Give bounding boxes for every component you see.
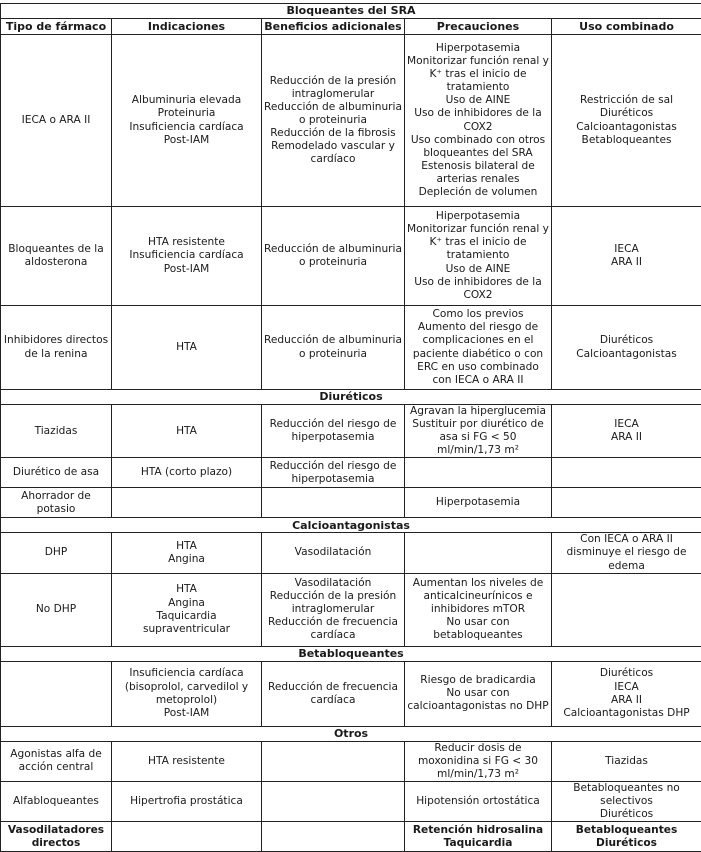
table-row [1,781,701,821]
cell-text: HTA Angina Taquicardia supraventricular [113,583,260,635]
cell-uso [552,35,701,207]
cell-tipo [1,533,112,573]
table-row [1,741,701,781]
cell-text: IECA o ARA II [2,114,110,127]
cell-indicaciones [112,458,262,488]
cell-beneficios [262,661,405,726]
column-header-tipo: Tipo de fármaco [1,19,112,35]
cell-uso [552,458,701,488]
cell-precauciones [405,573,552,646]
section-title: Bloqueantes del SRA [1,4,701,19]
cell-text: Betabloqueantes Diuréticos [553,824,700,850]
cell-text: Albuminuria elevada Proteinuria Insuficiencia cardíaca Post-IAM [113,94,260,146]
table-row [1,533,701,573]
section-title: Diuréticos [1,390,701,405]
cell-tipo [1,405,112,458]
cell-text: Vasodilatación Reducción de la presión intraglomerular Reducción de frecuencia cardíaca [263,577,403,642]
cell-text: HTA Angina [113,540,260,566]
cell-text: Diuréticos Calcioantagonistas [553,334,700,360]
section-header-row [1,4,701,19]
cell-uso [552,405,701,458]
table-row [1,35,701,207]
cell-text: HTA (corto plazo) [113,466,260,479]
cell-text: Diurético de asa [2,466,110,479]
cell-text: Hiperpotasemia Monitorizar función renal y K⁺ tras el inicio de tratamiento Uso de AINE Uso de inhibidores de la COX2 [406,210,550,302]
table-row [1,306,701,390]
cell-text: Tiazidas [553,755,700,768]
cell-text: HTA [113,425,260,438]
table-row [1,488,701,518]
cell-uso [552,306,701,390]
cell-tipo [1,822,112,852]
cell-tipo [1,458,112,488]
cell-uso [552,488,701,518]
cell-indicaciones [112,741,262,781]
cell-beneficios [262,741,405,781]
cell-text: Reducción del riesgo de hiperpotasemia [263,418,403,444]
cell-text: Hipotensión ortostática [406,795,550,808]
column-header-indicaciones: Indicaciones [112,19,262,35]
cell-beneficios [262,207,405,306]
table-row [1,661,701,726]
table-row [1,573,701,646]
cell-indicaciones [112,35,262,207]
cell-beneficios [262,306,405,390]
table-row [1,458,701,488]
cell-indicaciones [112,306,262,390]
cell-text: Bloqueantes de la aldosterona [2,243,110,269]
cell-text: HTA resistente [113,755,260,768]
section-header-row [1,518,701,533]
cell-tipo [1,306,112,390]
cell-text: Restricción de sal Diuréticos Calcioantagonistas Betabloqueantes [553,94,700,146]
cell-precauciones [405,822,552,852]
cell-text: DHP [2,546,110,559]
table-row [1,207,701,306]
cell-precauciones [405,405,552,458]
cell-indicaciones [112,661,262,726]
cell-text: No DHP [2,603,110,616]
cell-beneficios [262,781,405,821]
cell-beneficios [262,488,405,518]
cell-text: Reducción de la presión intraglomerular Reducción de albuminuria o proteinuria Reducción de la fibrosis Remodelado vascular y cardíaco [263,75,403,167]
cell-text: Como los previos Aumento del riesgo de complicaciones en el paciente diabético o con ERC en uso combinado con IECA o ARA II [406,308,550,387]
cell-beneficios [262,573,405,646]
cell-indicaciones [112,207,262,306]
cell-text: HTA [113,341,260,354]
cell-text: Ahorrador de potasio [2,490,110,516]
section-header-row [1,390,701,405]
cell-uso [552,573,701,646]
cell-tipo [1,661,112,726]
section-header-row [1,726,701,741]
cell-text: Hiperpotasemia [406,496,550,509]
cell-text: Vasodilatadores directos [2,824,110,850]
cell-uso [552,781,701,821]
cell-text: IECA ARA II [553,243,700,269]
cell-text: Riesgo de bradicardia No usar con calcioantagonistas no DHP [406,674,550,713]
cell-indicaciones [112,405,262,458]
cell-text: Inhibidores directos de la renina [2,334,110,360]
cell-text: Reducción de albuminuria o proteinuria [263,243,403,269]
table-row [1,822,701,852]
cell-precauciones [405,35,552,207]
section-title: Calcioantagonistas [1,518,701,533]
column-header-row [1,19,701,35]
caption-fragment-text [0,0,210,1]
table-row [1,405,701,458]
cell-indicaciones [112,573,262,646]
cell-beneficios [262,822,405,852]
cell-tipo [1,207,112,306]
cell-text: Agravan la hiperglucemia Sustituir por diurético de asa si FG < 50 ml/min/1,73 m² [406,405,550,457]
cell-indicaciones [112,488,262,518]
cell-beneficios [262,405,405,458]
cell-indicaciones [112,533,262,573]
cell-text: Con IECA o ARA II disminuye el riesgo de edema [553,533,700,572]
cell-text: Retención hidrosalina Taquicardia [406,824,550,850]
cell-text: HTA resistente Insuficiencia cardíaca Post-IAM [113,236,260,275]
drug-table-body [1,4,701,852]
cell-text: Diuréticos IECA ARA II Calcioantagonistas DHP [553,667,700,719]
cell-uso [552,533,701,573]
cell-tipo [1,488,112,518]
cell-precauciones [405,533,552,573]
column-header-uso: Uso combinado [552,19,701,35]
cell-beneficios [262,533,405,573]
drug-table [0,3,701,852]
cell-tipo [1,573,112,646]
cell-uso [552,661,701,726]
cell-text: Reducción de frecuencia cardíaca [263,681,403,707]
cell-uso [552,207,701,306]
cell-precauciones [405,781,552,821]
cell-tipo [1,35,112,207]
cell-text: Alfabloqueantes [2,795,110,808]
section-title: Otros [1,726,701,741]
cell-precauciones [405,741,552,781]
cell-beneficios [262,35,405,207]
column-header-precauciones: Precauciones [405,19,552,35]
cell-uso [552,822,701,852]
cell-text: Aumentan los niveles de anticalcineurínicos e inhibidores mTOR No usar con betabloqueantes [406,577,550,642]
cell-precauciones [405,306,552,390]
cell-text: Hipertrofia prostática [113,795,260,808]
cell-beneficios [262,458,405,488]
cell-precauciones [405,458,552,488]
section-title: Betabloqueantes [1,646,701,661]
cell-text: Betabloqueantes no selectivos Diuréticos [553,782,700,821]
cell-text: Reducción del riesgo de hiperpotasemia [263,460,403,486]
cell-precauciones [405,661,552,726]
cell-text: Tiazidas [2,425,110,438]
column-header-beneficios: Beneficios adicionales [262,19,405,35]
caption-fragment [0,0,701,3]
cell-text: Vasodilatación [263,546,403,559]
cell-tipo [1,781,112,821]
cell-text: Reducir dosis de moxonidina si FG < 30 ml/min/1,73 m² [406,742,550,781]
cell-precauciones [405,207,552,306]
cell-tipo [1,741,112,781]
section-header-row [1,646,701,661]
cell-text: IECA ARA II [553,418,700,444]
cell-indicaciones [112,781,262,821]
cell-precauciones [405,488,552,518]
cell-text: Insuficiencia cardíaca (bisoprolol, carvedilol y metoprolol) Post-IAM [113,667,260,719]
cell-text: Hiperpotasemia Monitorizar función renal y K⁺ tras el inicio de tratamiento Uso de AINE Uso de inhibidores de la COX2 Uso combinado con otros bloqueantes del SRA Estenosis bilateral de arterias renales Depleción de volumen [406,42,550,199]
cell-indicaciones [112,822,262,852]
cell-text: Reducción de albuminuria o proteinuria [263,334,403,360]
cell-text: Agonistas alfa de acción central [2,748,110,774]
cell-uso [552,741,701,781]
